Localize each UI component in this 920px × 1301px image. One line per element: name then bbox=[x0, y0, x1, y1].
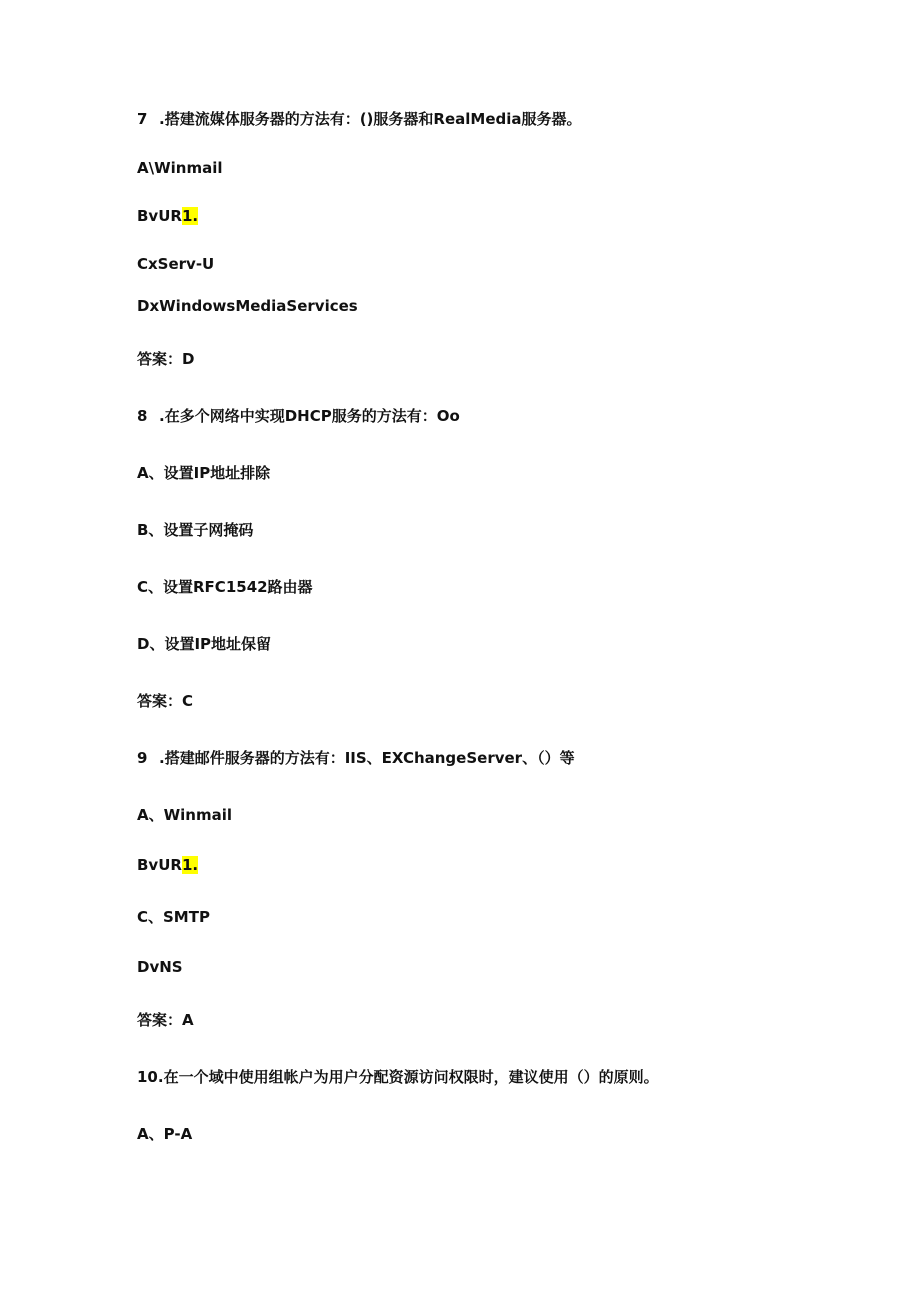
question-8-option-c: C、设置RFC1542路由器 bbox=[137, 578, 313, 596]
question-text: .在多个网络中实现DHCP服务的方法有：Oo bbox=[159, 407, 460, 425]
question-number: 7 bbox=[137, 110, 148, 128]
question-8-answer: 答案：C bbox=[137, 692, 194, 710]
question-9-stem bbox=[137, 748, 575, 768]
question-number: 9 bbox=[137, 749, 148, 767]
question-7-option-c: CxServ-U bbox=[137, 255, 215, 273]
question-7-option-d: DxWindowsMediaServices bbox=[137, 297, 358, 315]
question-8-option-b: B、设置子网掩码 bbox=[137, 521, 254, 539]
question-9-option-c: C、SMTP bbox=[137, 908, 210, 926]
question-10-stem bbox=[137, 1067, 659, 1087]
question-9-answer: 答案：A bbox=[137, 1011, 194, 1029]
highlight-mark: 1. bbox=[181, 207, 199, 225]
question-9-option-d: DvNS bbox=[137, 958, 183, 976]
question-8-option-a: A、设置IP地址排除 bbox=[137, 464, 271, 482]
question-10-option-a: A、P-A bbox=[137, 1125, 193, 1143]
question-text: .搭建流媒体服务器的方法有：()服务器和RealMedia服务器。 bbox=[159, 110, 582, 128]
question-8-option-d: D、设置IP地址保留 bbox=[137, 635, 272, 653]
question-7-option-b: BvUR1. bbox=[137, 207, 199, 225]
question-text: .搭建邮件服务器的方法有：IIS、EXChangeServer、（）等 bbox=[159, 749, 575, 767]
highlight-mark: 1. bbox=[181, 856, 199, 874]
question-number: 8 bbox=[137, 407, 148, 425]
question-text: 10.在一个域中使用组帐户为用户分配资源访问权限时，建议使用（）的原则。 bbox=[137, 1068, 659, 1086]
question-9-option-a: A、Winmail bbox=[137, 806, 233, 824]
question-9-option-b: BvUR1. bbox=[137, 856, 199, 874]
question-7-answer: 答案：D bbox=[137, 350, 195, 368]
question-8-stem bbox=[137, 406, 460, 426]
question-7-stem bbox=[137, 109, 582, 129]
question-7-option-a: A\Winmail bbox=[137, 159, 223, 177]
